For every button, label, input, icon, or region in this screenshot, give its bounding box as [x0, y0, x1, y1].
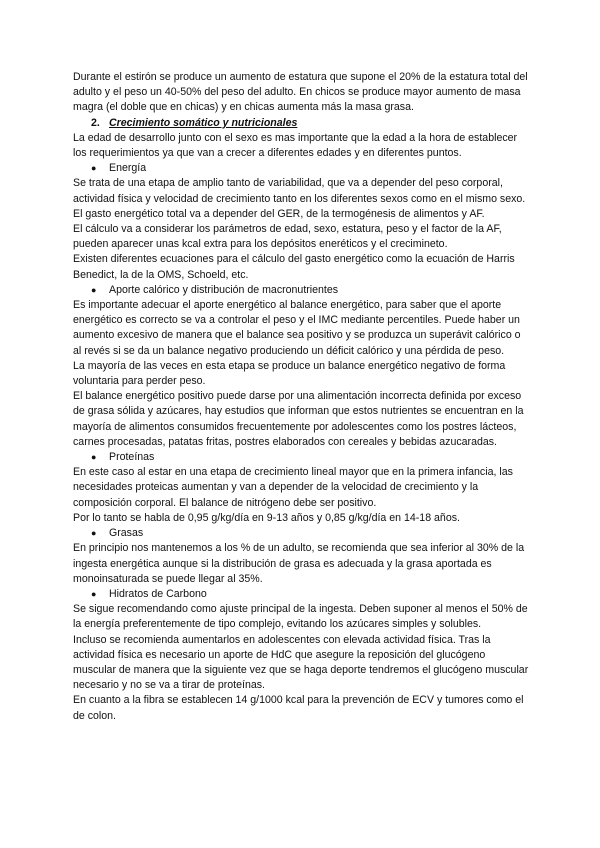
section-heading: [73, 116, 531, 131]
document-body: [73, 70, 531, 724]
bullet-icon: ●: [91, 284, 97, 295]
paragraph-hidratos-3: En cuanto a la fibra se establecen 14 g/1000 kcal para la prevención de ECV y tumores como el de colon.: [73, 694, 524, 722]
paragraph-intro: Durante el estirón se produce un aumento de estatura que supone el 20% de la estatura total del adulto y el peso un 40-50% del peso del adulto. En chicos se produce mayor aumento de masa magra (el doble que en chicas) y en chicas aumenta más la masa grasa.: [73, 71, 528, 114]
paragraph-proteinas-1: En este caso al estar en una etapa de crecimiento lineal mayor que en la primera infancia, las necesidades proteicas aumentan y van a depender de la velocidad de crecimiento y la composición corporal. El balance de nitrógeno debe ser positivo.: [73, 466, 513, 509]
paragraph-aporte-3: El balance energético positivo puede darse por una alimentación incorrecta definida por exceso de grasa sólida y azúcares, hay estudios que informan que estos nutrientes se encuentran en la mayoría de alimentos consumidos frecuentemente por adolescentes como los postres lácteos, carnes procesadas, patatas fritas, postres elaborados con cereales y bebidas azucaradas.: [73, 390, 524, 448]
bullet-label: Hidratos de Carbono: [109, 587, 207, 600]
bullet-proteinas: [73, 450, 531, 465]
bullet-label: Grasas: [109, 527, 144, 540]
paragraph-proteinas-2: Por lo tanto se habla de 0,95 g/kg/día en 9-13 años y 0,85 g/kg/día en 14-18 años.: [73, 511, 460, 524]
paragraph-energia-1: Se trata de una etapa de amplio tanto de variabilidad, que va a depender del peso corporal, actividad física y velocidad de crecimiento tanto en los diferentes sexos como en el mismo sexo.: [73, 177, 526, 205]
bullet-label: Proteínas: [109, 451, 155, 464]
bullet-icon: ●: [91, 163, 97, 174]
paragraph-hidratos-1: Se sigue recomendando como ajuste principal de la ingesta. Deben suponer al menos el 50% de la energía preferentemente de tipo complejo, evitando los azúcares simples y solubles.: [73, 603, 528, 631]
bullet-label: Aporte calórico y distribución de macronutrientes: [109, 283, 339, 296]
bullet-energia: [73, 161, 531, 176]
bullet-hidratos: [73, 587, 531, 602]
section-title: Crecimiento somático y nutricionales: [109, 116, 298, 129]
paragraph-energia-2: El gasto energético total va a depender del GER, de la termogénesis de alimentos y AF.: [73, 207, 485, 220]
paragraph-aporte-2: La mayoría de las veces en esta etapa se produce un balance energético negativo de forma voluntaria para perder peso.: [73, 359, 506, 388]
bullet-label: Energía: [109, 162, 147, 175]
section-number: 2.: [91, 116, 100, 129]
paragraph-hidratos-2: Incluso se recomienda aumentarlos en adolescentes con elevada actividad física. Tras la actividad física es necesario un aporte de HdC que asegure la reposición del glucógeno muscular de manera que la siguiente vez que se haga deporte tendremos el glucógeno muscular necesario y no se va a tirar de proteínas.: [73, 633, 529, 692]
bullet-grasas: [73, 526, 531, 541]
bullet-icon: ●: [91, 528, 97, 539]
paragraph-grasas: En principio nos mantenemos a los % de un adulto, se recomienda que sea inferior al 30% de la ingesta energética aunque si la distribución de grasa es adecuada y la grasa aportada es monoinsaturada se puede llegar al 35%.: [73, 542, 525, 585]
bullet-icon: ●: [91, 452, 97, 463]
paragraph-energia-4: Existen diferentes ecuaciones para el cálculo del gasto energético como la ecuación de Harris Benedict, la de la OMS, Schoeld, etc.: [73, 253, 515, 281]
paragraph-energia-3: El cálculo va a considerar los parámetros de edad, sexo, estatura, peso y el factor de la AF, pueden aparecer unas kcal extra para los depósitos eneréticos y el crecimineto.: [73, 223, 502, 251]
bullet-icon: ●: [91, 588, 97, 599]
paragraph-aporte-1: Es importante adecuar el aporte energético al balance energético, para saber que el aporte energético es correcto se va a controlar el peso y el IMC mediante percentiles. Puede haber un aumento excesivo de manera que el balance sea positivo y se produzca un superávit calórico o al revés si se da un balance negativo produciendo un déficit calórico y una pérdida de peso.: [73, 299, 521, 357]
bullet-aporte: [73, 283, 531, 298]
paragraph-edad: La edad de desarrollo junto con el sexo es mas importante que la edad a la hora de establecer los requerimientos ya que van a crecer a diferentes edades y en diferentes puntos.: [73, 131, 518, 160]
